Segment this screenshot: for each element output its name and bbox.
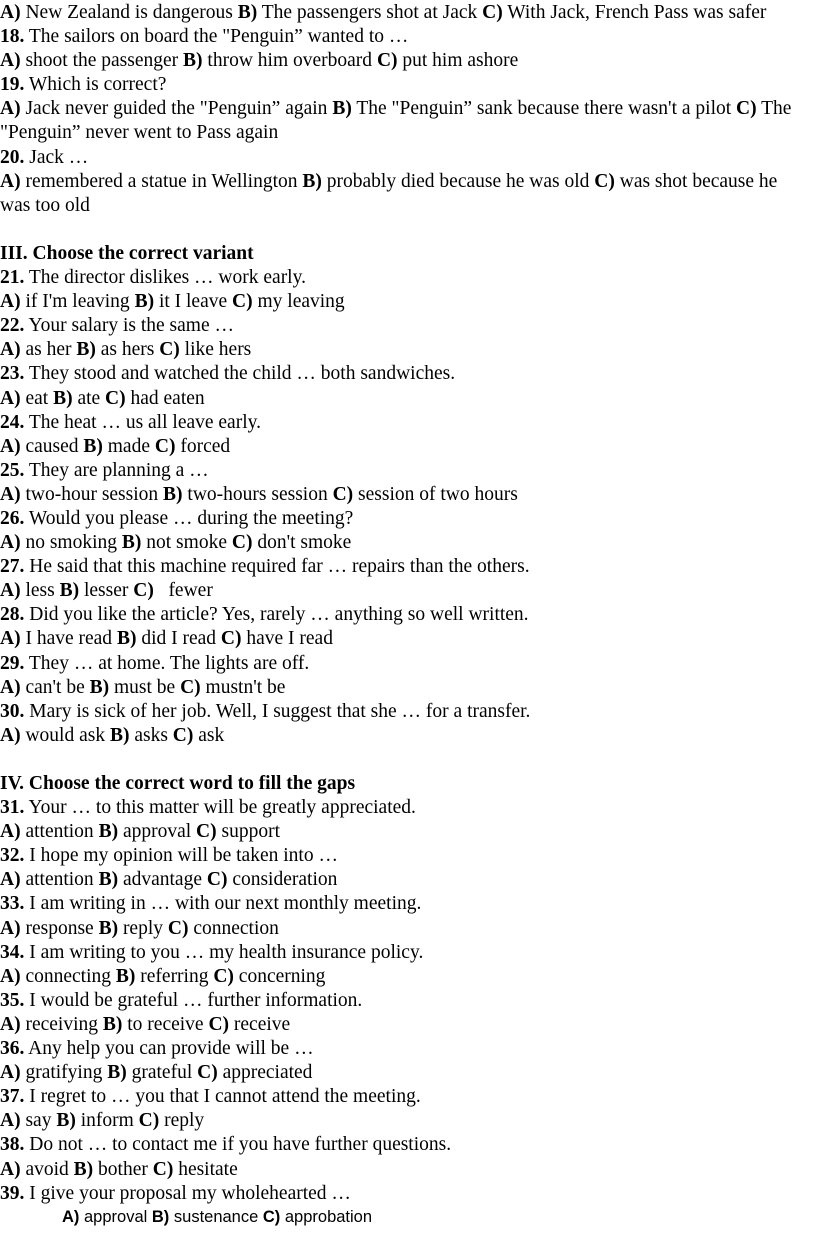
option-text: With Jack, French Pass was safer [502,2,767,23]
answer-options [0,1,812,25]
option-label: A) [0,1110,21,1132]
answer-options [0,965,812,989]
answer-options [0,483,812,507]
question-text: They stood and watched the child … both sandwiches. [24,363,456,385]
option-text: lesser [79,580,134,602]
option-label: C) [231,532,253,554]
option-text: referring [135,965,214,987]
option-label: B) [83,435,103,457]
answer-options [0,820,812,844]
option-text: ate [72,387,106,409]
option-text: ask [193,724,225,746]
question-number: 36. [0,1038,25,1060]
question-text: Mary is sick of her job. Well, I suggest that she … for a transfer. [24,700,531,722]
option-text: consideration [227,869,338,891]
option-text: asks [129,724,173,746]
option-label: B) [121,532,142,554]
option-text: appreciated [217,1062,313,1084]
question-number: 31. [0,797,25,819]
option-text: don't smoke [252,532,352,554]
option-label: A) [0,1013,21,1035]
option-text: New Zealand is dangerous [20,2,238,23]
question-number: 38. [0,1134,25,1156]
option-label: B) [107,1062,127,1084]
section-correct-variant [0,242,812,748]
option-label: C) [213,965,234,987]
question-number: 19. [0,74,25,96]
option-text: put him ashore [397,50,519,72]
option-text: hesitate [173,1158,238,1180]
option-label: B) [332,98,352,120]
question-text: I am writing to you … my health insurance policy. [24,941,424,963]
option-text: response [20,917,99,939]
question-number: 26. [0,507,25,529]
question-item [0,844,812,892]
option-label: B) [109,724,130,746]
option-label: C) [154,435,176,457]
option-label: A) [0,580,21,602]
option-label: B) [237,2,258,23]
question-number: 23. [0,363,25,385]
option-label: A) [0,1158,21,1180]
option-label: C) [172,724,194,746]
question-line [0,73,812,97]
option-text: to receive [122,1013,209,1035]
answer-options [0,435,812,459]
question-list [0,266,812,748]
option-label: B) [302,170,322,192]
option-label: C) [105,387,126,409]
option-text: I have read [20,628,117,650]
question-line [0,146,812,170]
option-label: A) [0,676,21,698]
question-line [0,25,812,49]
question-text: I give your proposal my wholehearted … [24,1182,351,1204]
question-text: Which is correct? [24,74,167,96]
option-text: eat [20,387,54,409]
option-text: sustenance [169,1207,263,1226]
option-label: C) [594,170,615,192]
question-item [0,1182,812,1228]
option-text: avoid [20,1158,74,1180]
question-item [0,700,812,748]
option-label: A) [62,1207,80,1226]
option-label: C) [159,339,180,361]
question-item [0,1037,812,1085]
question-text: I would be grateful … further information. [24,989,363,1011]
answer-options [0,531,812,555]
option-text: grateful [126,1062,198,1084]
option-label: B) [116,628,137,650]
question-number: 24. [0,411,25,433]
option-text: connection [188,917,279,939]
option-text: would ask [20,724,110,746]
question-text: They are planning a … [24,459,209,481]
question-number: 20. [0,146,25,168]
answer-options [0,338,812,362]
section-spacer [0,748,812,772]
answer-options [0,1061,812,1085]
option-label: A) [0,170,21,192]
option-label: B) [98,869,119,891]
question-list [0,796,812,1228]
option-text: mustn't be [200,676,286,698]
option-text: The passengers shot at Jack [257,2,483,23]
question-text: Your … to this matter will be greatly appreciated. [24,797,416,819]
option-text: support [216,821,280,843]
option-text: my leaving [252,291,345,313]
option-text: it I leave [154,291,233,313]
answer-options [0,170,812,218]
option-text: approval [118,821,197,843]
question-line [0,555,812,579]
option-text: approbation [280,1207,373,1226]
option-label: C) [197,1062,218,1084]
option-text: advantage [118,869,207,891]
question-item [0,603,812,651]
question-line [0,989,812,1013]
question-line [0,1182,812,1206]
option-text: say [20,1110,57,1132]
option-text: throw him overboard [202,50,377,72]
option-label: B) [134,291,155,313]
question-number: 34. [0,941,25,963]
option-label: B) [53,387,73,409]
question-text: Would you please … during the meeting? [24,507,354,529]
option-text: shoot the passenger [20,50,184,72]
answer-options [0,627,812,651]
option-text: have I read [241,628,333,650]
question-number: 33. [0,893,25,915]
option-label: B) [76,339,96,361]
question-line [0,700,812,724]
option-text: inform [75,1110,139,1132]
option-text: receive [229,1013,291,1035]
option-label: B) [163,483,183,505]
option-label: A) [0,869,21,891]
option-label: C) [152,1158,174,1180]
section-fill-gaps [0,772,812,1228]
option-text: two-hours session [182,483,333,505]
question-line [0,603,812,627]
section-title: III. Choose the correct variant [0,242,254,264]
question-item [0,1085,812,1133]
question-text: Any help you can provide will be … [24,1038,314,1060]
question-item [0,73,812,145]
question-line [0,1037,812,1061]
answer-options [0,1013,812,1037]
option-text: must be [109,676,181,698]
question-number: 37. [0,1086,25,1108]
question-item [0,652,812,700]
option-text: The "Penguin” never went to Pass again [0,98,792,144]
question-line [0,796,812,820]
question-number: 39. [0,1182,25,1204]
option-label: B) [102,1013,123,1035]
question-line [0,314,812,338]
answer-options [0,49,812,73]
question-item [0,25,812,73]
question-number: 28. [0,604,25,626]
question-number: 35. [0,989,25,1011]
option-label: A) [0,917,21,939]
option-label: A) [0,435,21,457]
option-label: C) [180,676,201,698]
answer-options [0,1158,812,1182]
question-item [0,796,812,844]
question-item [0,941,812,989]
answer-options [0,1109,812,1133]
option-label: B) [115,965,136,987]
reading-questions-block [0,1,812,218]
answer-options [0,97,812,145]
answer-options [0,579,812,603]
question-line [0,1133,812,1157]
question-item [0,1,812,25]
question-text: Did you like the article? Yes, rarely … anything so well written. [24,604,529,626]
option-text: probably died because he was old [321,170,595,192]
option-text: reply [159,1110,205,1132]
option-text: gratifying [20,1062,108,1084]
option-label: A) [0,291,21,313]
question-line [0,507,812,531]
question-line [0,844,812,868]
question-text: The heat … us all leave early. [24,411,261,433]
question-item [0,1133,812,1181]
option-label: A) [0,2,21,23]
option-text: attention [20,869,99,891]
option-label: B) [98,821,119,843]
option-label: C) [206,869,228,891]
question-item [0,989,812,1037]
option-text: if I'm leaving [20,291,135,313]
option-text: Jack never guided the "Penguin” again [20,98,333,120]
question-line [0,892,812,916]
question-line [0,652,812,676]
option-label: C) [482,2,503,23]
answer-options [0,1206,812,1228]
question-text: The sailors on board the "Penguin” wanted to … [24,26,409,48]
question-text: Your salary is the same … [24,315,234,337]
section-title: IV. Choose the correct word to fill the gaps [0,773,356,794]
question-text: Do not … to contact me if you have further questions. [24,1134,452,1156]
option-label: C) [138,1110,160,1132]
option-label: B) [56,1110,76,1132]
option-text: connecting [20,965,116,987]
option-label: C) [736,98,757,120]
option-text: forced [175,435,231,457]
option-label: A) [0,628,21,650]
answer-options [0,387,812,411]
option-text: concerning [233,965,326,987]
option-label: C) [220,628,242,650]
option-label: A) [0,387,21,409]
answer-options [0,917,812,941]
option-label: B) [89,676,110,698]
question-text: The director dislikes … work early. [24,267,306,289]
question-number: 30. [0,700,25,722]
question-number: 29. [0,652,25,674]
option-text: session of two hours [353,483,518,505]
question-line [0,1085,812,1109]
option-text: two-hour session [20,483,164,505]
question-text: I regret to … you that I cannot attend the meeting. [24,1086,421,1108]
option-label: A) [0,724,21,746]
option-label: C) [196,821,217,843]
option-label: C) [332,483,354,505]
answer-options [0,868,812,892]
question-text: I am writing in … with our next monthly meeting. [24,893,422,915]
answer-options [0,676,812,700]
question-item [0,146,812,218]
question-item [0,411,812,459]
option-text: bother [93,1158,153,1180]
question-line [0,459,812,483]
option-label: C) [232,291,253,313]
section-spacer [0,218,812,242]
option-text: had eaten [125,387,205,409]
option-text: made [102,435,155,457]
question-item [0,507,812,555]
question-line [0,266,812,290]
option-text: less [20,580,60,602]
question-item [0,362,812,410]
option-text: as her [20,339,77,361]
option-text: receiving [20,1013,103,1035]
option-text: as hers [95,339,160,361]
option-label: B) [151,1207,170,1226]
question-text: They … at home. The lights are off. [24,652,310,674]
question-text: I hope my opinion will be taken into … [24,845,338,867]
answer-options [0,290,812,314]
option-text: fewer [153,580,213,602]
option-text: remembered a statue in Wellington [20,170,303,192]
question-item [0,314,812,362]
question-line [0,941,812,965]
option-text: The "Penguin” sank because there wasn't a pilot [351,98,737,120]
question-number: 18. [0,26,25,48]
option-text: like hers [179,339,252,361]
option-label: B) [73,1158,94,1180]
option-text: attention [20,821,99,843]
question-item [0,459,812,507]
option-label: B) [98,917,119,939]
option-label: A) [0,532,21,554]
question-number: 22. [0,315,25,337]
option-label: A) [0,965,21,987]
option-text: approval [79,1207,152,1226]
option-text: caused [20,435,84,457]
option-label: C) [133,580,154,602]
question-number: 21. [0,267,25,289]
option-text: was shot because he was too old [0,170,778,216]
option-label: B) [59,580,80,602]
option-label: A) [0,483,21,505]
option-label: A) [0,821,21,843]
option-label: C) [208,1013,230,1035]
option-label: A) [0,339,21,361]
option-label: A) [0,50,21,72]
question-number: 25. [0,459,25,481]
question-number: 27. [0,556,25,578]
question-line [0,411,812,435]
option-text: can't be [20,676,90,698]
option-label: B) [183,50,203,72]
question-text: He said that this machine required far … repairs than the others. [24,556,530,578]
option-label: A) [0,98,21,120]
question-line [0,362,812,386]
question-number: 32. [0,845,25,867]
option-text: did I read [136,628,221,650]
option-label: C) [167,917,189,939]
question-item [0,892,812,940]
question-text: Jack … [24,146,89,168]
question-item [0,266,812,314]
option-label: C) [262,1207,281,1226]
option-text: not smoke [141,532,232,554]
option-text: reply [118,917,168,939]
question-item [0,555,812,603]
option-text: no smoking [20,532,122,554]
option-label: C) [376,50,398,72]
option-label: A) [0,1062,21,1084]
answer-options [0,724,812,748]
